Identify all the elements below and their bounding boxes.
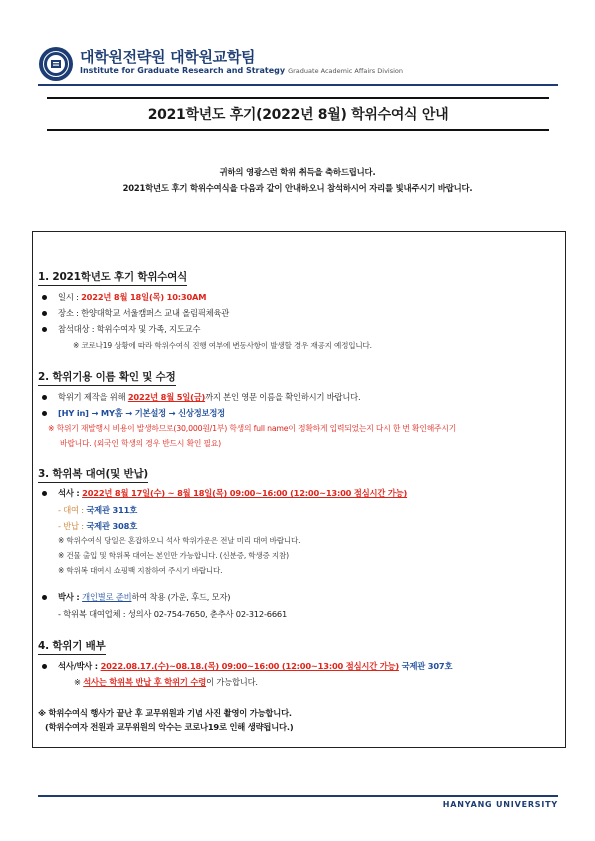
bullet-dot (42, 491, 47, 496)
footer-divider (38, 795, 558, 797)
diploma-distribution: 석사/박사 : 2022.08.17.(수)~08.18.(목) 09:00~16:00 (12:00~13:00 점심시간 가능) 국제관 307호 (58, 661, 453, 671)
return-place: - 반납 : 국제관 308호 (58, 521, 138, 531)
footer-university-name: HANYANG UNIVERSITY (442, 800, 558, 809)
diploma-note: ※ 석사는 학위복 반납 후 학위기 수령이 가능합니다. (74, 677, 258, 687)
university-seal-logo (38, 46, 74, 82)
master-gown-rental-date: 석사 : 2022년 8월 17일(수) ~ 8월 18일(목) 09:00~16:00 (12:00~13:00 점심시간 가능) (58, 488, 408, 498)
header-divider (38, 84, 558, 86)
intro-line-1: 귀하의 영광스런 학위 취득을 축하드립니다. (219, 167, 376, 177)
gown-note-1: ※ 학위수여식 당일은 혼잡하오니 석사 학위가운은 전날 미리 대여 바랍니다. (58, 536, 301, 545)
section-2-heading: 2. 학위기용 이름 확인 및 수정 (38, 369, 176, 384)
bullet-dot (42, 295, 47, 300)
bullet-dot (42, 595, 47, 600)
section-1-heading: 1. 2021학년도 후기 학위수여식 (38, 269, 187, 284)
page-title: 2021학년도 후기(2022년 8월) 학위수여식 안내 (147, 107, 449, 123)
ceremony-place: 장소 : 한양대학교 서울캠퍼스 교내 올림픽체육관 (58, 308, 230, 318)
hyin-menu-path: [HY in] → MY홈 → 기본설정 → 신상정보정정 (58, 408, 225, 418)
gown-note-3: ※ 학위복 대여시 쇼핑백 지참하여 주시기 바랍니다. (58, 566, 223, 575)
reissue-warning-2: 바랍니다. (외국인 학생의 경우 반드시 확인 필요) (60, 439, 221, 448)
closing-line-2: (학위수여자 전원과 교무위원의 악수는 코로나19로 인해 생략됩니다.) (45, 722, 294, 732)
section-3-heading: 3. 학위복 대여(및 반납) (38, 466, 148, 481)
name-check-deadline: 학위기 제작을 위해 2022년 8월 5일(금)까지 본인 영문 이름을 확인하시기 바랍니다. (58, 392, 361, 402)
bullet-dot (42, 664, 47, 669)
bullet-dot (42, 327, 47, 332)
rental-place: - 대여 : 국제관 311호 (58, 505, 138, 515)
ceremony-attendees: 참석대상 : 학위수여자 및 가족, 지도교수 (58, 324, 201, 334)
reissue-warning-1: ※ 학위기 재발행시 비용이 발생하므로(30,000원/1부) 학생의 full name이 정확하게 입력되었는지 다시 한 번 확인해주시기 (48, 424, 457, 433)
org-english-name: Institute for Graduate Research and Strategy Graduate Academic Affairs Division (80, 66, 404, 75)
gown-vendors: - 학위복 대여업체 : 성의사 02-754-7650, 춘추사 02-312-6661 (58, 609, 288, 619)
section-4-heading: 4. 학위기 배부 (38, 638, 106, 653)
title-box (47, 97, 549, 131)
org-korean-name: 대학원전략원 대학원교학팀 (80, 48, 256, 66)
covid-note: ※ 코로나19 상황에 따라 학위수여식 진행 여부에 변동사항이 발생할 경우 재공지 예정입니다. (73, 341, 372, 350)
closing-line-1: ※ 학위수여식 행사가 끝난 후 교무위원과 기념 사진 촬영이 가능합니다. (38, 708, 292, 718)
ceremony-date: 일시 : 2022년 8월 18일(목) 10:30AM (58, 292, 207, 302)
phd-gown-info: 박사 : 개인별로 준비하여 착용 (가운, 후드, 모자) (58, 592, 231, 602)
bullet-dot (42, 311, 47, 316)
intro-line-2: 2021학년도 후기 학위수여식을 다음과 같이 안내하오니 참석하시어 자리를 빛내주시기 바랍니다. (122, 183, 473, 193)
gown-note-2: ※ 건물 출입 및 학위복 대여는 본인만 가능합니다. (신분증, 학생증 지참) (58, 551, 289, 560)
org-division: Graduate Academic Affairs Division (288, 67, 404, 75)
bullet-dot (42, 411, 47, 416)
bullet-dot (42, 395, 47, 400)
